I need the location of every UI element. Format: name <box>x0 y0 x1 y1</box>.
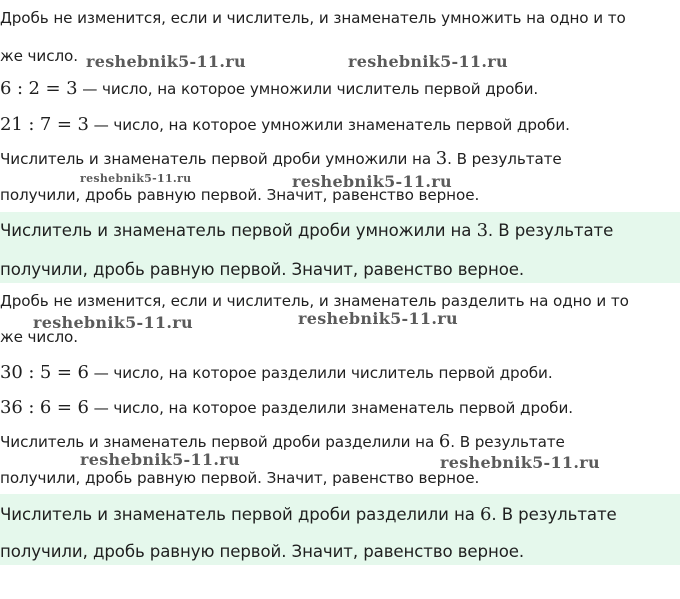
block1-conclusion-text-b: . В результате <box>447 150 562 168</box>
watermark: reshebnik5-11.ru <box>348 52 508 71</box>
block2-eq1-math: 30 : 5 = 6 <box>0 362 89 383</box>
block2-conclusion-text-a: Числитель и знаменатель первой дроби разделили на <box>0 433 439 451</box>
block1-eq2-math: 21 : 7 = 3 <box>0 114 89 135</box>
block1-eq2-text: — число, на которое умножили знаменатель первой дроби. <box>88 116 570 134</box>
block2-equation-2 <box>0 397 573 418</box>
answer2-text-a: Числитель и знаменатель первой дроби разделили на <box>0 505 480 524</box>
watermark: reshebnik5-11.ru <box>80 172 192 185</box>
block1-conclusion-text-a: Числитель и знаменатель первой дроби умножили на <box>0 150 436 168</box>
answer1-number: 3 <box>476 220 488 241</box>
answer1-line2: получили, дробь равную первой. Значит, равенство верное. <box>0 260 525 279</box>
block2-eq2-text: — число, на которое разделили знаменатель первой дроби. <box>88 399 573 417</box>
block1-conclusion-number: 3 <box>435 148 448 169</box>
watermark: reshebnik5-11.ru <box>292 172 452 191</box>
block2-conclusion-text-b: . В результате <box>450 433 565 451</box>
answer1-text-b: . В результате <box>487 221 614 240</box>
watermark: reshebnik5-11.ru <box>298 309 458 328</box>
block1-intro-line2: же число. <box>0 47 78 65</box>
answer2-number: 6 <box>479 504 492 525</box>
block2-conclusion-line2: получили, дробь равную первой. Значит, равенство верное. <box>0 469 480 487</box>
block2-eq1-text: — число, на которое разделили числитель первой дроби. <box>88 364 553 382</box>
block2-eq2-math: 36 : 6 = 6 <box>0 397 89 418</box>
answer2-line2: получили, дробь равную первой. Значит, равенство верное. <box>0 542 525 561</box>
block2-conclusion-number: 6 <box>438 431 451 452</box>
answer1-highlight <box>0 212 680 283</box>
watermark: reshebnik5-11.ru <box>80 450 240 469</box>
block2-equation-1 <box>0 362 553 383</box>
watermark: reshebnik5-11.ru <box>440 453 600 472</box>
block1-eq1-math: 6 : 2 = 3 <box>0 78 78 99</box>
watermark: reshebnik5-11.ru <box>86 52 246 71</box>
answer1-text-a: Числитель и знаменатель первой дроби умножили на <box>0 221 477 240</box>
block2-intro-line2: же число. <box>0 328 78 346</box>
answer2-text-b: . В результате <box>491 505 617 524</box>
block2-intro-line1: Дробь не изменится, если и числитель, и знаменатель разделить на одно и то <box>0 292 629 310</box>
block1-equation-1 <box>0 78 538 99</box>
answer2-highlight <box>0 494 680 565</box>
block2-conclusion-line1 <box>0 431 565 452</box>
block1-eq1-text: — число, на которое умножили числитель первой дроби. <box>77 80 539 98</box>
block1-conclusion-line2: получили, дробь равную первой. Значит, равенство верное. <box>0 186 480 204</box>
answer1-line1 <box>0 220 613 241</box>
block1-intro-line1: Дробь не изменится, если и числитель, и знаменатель умножить на одно и то <box>0 9 626 27</box>
watermark: reshebnik5-11.ru <box>33 313 193 332</box>
block1-conclusion-line1 <box>0 148 562 169</box>
answer2-line1 <box>0 504 617 525</box>
block1-equation-2 <box>0 114 570 135</box>
